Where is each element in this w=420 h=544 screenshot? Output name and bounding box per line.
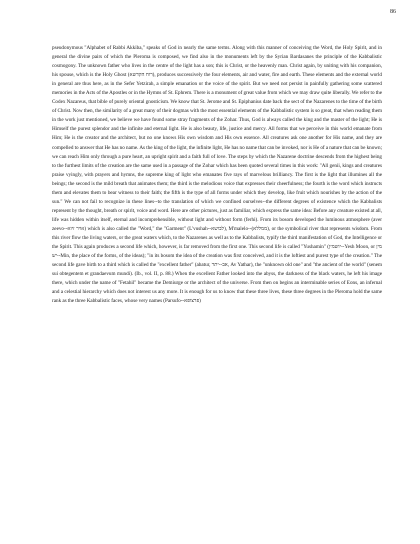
page-number: 86: [390, 9, 396, 15]
body-paragraph: pseudonymous "Alphabet of Rabbi Akkiba," speaks of God in nearly the same terms. Along with this manner of conceiving the Word, the Holy Spirit, and in general the divine pairs of which the Pleroma is composed, we find also in the monuments left by the Syrian Bardasanes the principle of the Kabbalistic cosmogony. The unknown father who lives in the centre of the light has a son; this is Christ, or the heavenly man. Christ again, by uniting with his companion, his spouse, which is the Holy Ghost (רוח הקדשא), produces successively the four elements, air and water, fire and earth. These elements and the external world in general are thus here, as in the Sefer Yetzirah, a simple emanation or the voice of the spirit. But we need not persist in painfully gathering some scattered memories in the Acts of the Apostles or in the Hymns of St. Ephrem. There is a monument of great value from which we may draw quite liberally. We refer to the Codex Nazareus, that bible of purely oriental gnosticism. We know that St. Jerome and St. Epiphanius date back the sect of the Nazarenes to the time of the birth of Christ. Now then, the similarity of a great many of their dogmas with the most essential elements of the Kabbalistic system is so great, that when reading them in the work just mentioned, we believe we have found some stray fragments of the Zohar. Thus, God is always called the king and the master of the light; He is Himself the purest splendor and the infinite and eternal light. He is also beauty, life, justice and mercy. All forms that we perceive in this world emanate from Him; He is the creator and the architect, but no one knows His own wisdom and His own essence. All creatures ask one another for His name, and they are compelled to answer that He has no name. As the king of the light, the infinite light, He has no name that can be invoked, nor is He of a nature that can be known; we can reach Him only through a pure heart, an upright spirit and a faith full of love. The steps by which the Nazarene doctrine descends from the highest being to the furthest limits of the creation are the same used in a passage of the Zohar which has been quoted several times in this work: "All genii, kings and creatures praise vyingly, with prayers and hymns, the supreme king of light who emanates five rays of marvelous brilliancy. The first is the light that illumines all the beings; the second is the mild breath that animates them; the third is the melodious voice that expresses their cheerfulness; the fourth is the word which instructs them and elevates them to bear witness to their faith; the fifth is the type of all forms under which they develop, like fruit which nourishes by the action of the sun." We can not fail to recognize in these lines--to the translation of which we confined ourselves--the different degrees of existence which the Kabbalists represent by the thought, breath or spirit, voice and word. Here are other pictures, just as familiar, which express the same idea: Before any creature existed at all, life was hidden within itself, eternal and incomprehensible, without light and without form (ferhi). From its bosom developed the luminous atmosphere (aver zeevo--אויר זיוא) which is also called the "Word," the "Garment" (L'vushah--לבושא), M'malelo--(ממללא), or the symbolical river that represents wisdom. From this river flow the living waters, or the great waters which, to the Nazarenes as well as to the Kabbalists, typify the third manifestation of God, the Intelligence or the Spirit. This again produces a second life which, however, is far removed from the first one. This second life is called "Yushamin" (יושמין--Yesh Moon, or מין יש--Min, the place of the forms, of the ideas); "in its bosom the idea of the creation was first conceived, and it is the loftiest and purest type of the creation." The second life gave birth to a third which is called the "excellent father" (abatur, אב--יתר, Av Yathar), the "unknown old one" and "the ancient of the world" (senem sui obtegentem et grandaevum mundi). (Ib., vol. II, p. 88.) When the excellent Father looked into the abyss, the darkness of the black waters, he left his image there, which under the name of "Fetahil" became the Demiurge or the architect of the universe. From then on begins an interminable series of Eons, an infernal and a celestial hierarchy which does not interest us any more. It is enough for us to know that these three lives, these three degrees in the Pleroma hold the same rank as the three Kabbalistic faces, whose very names (Parsufo--פרצופא): [52, 45, 382, 305]
